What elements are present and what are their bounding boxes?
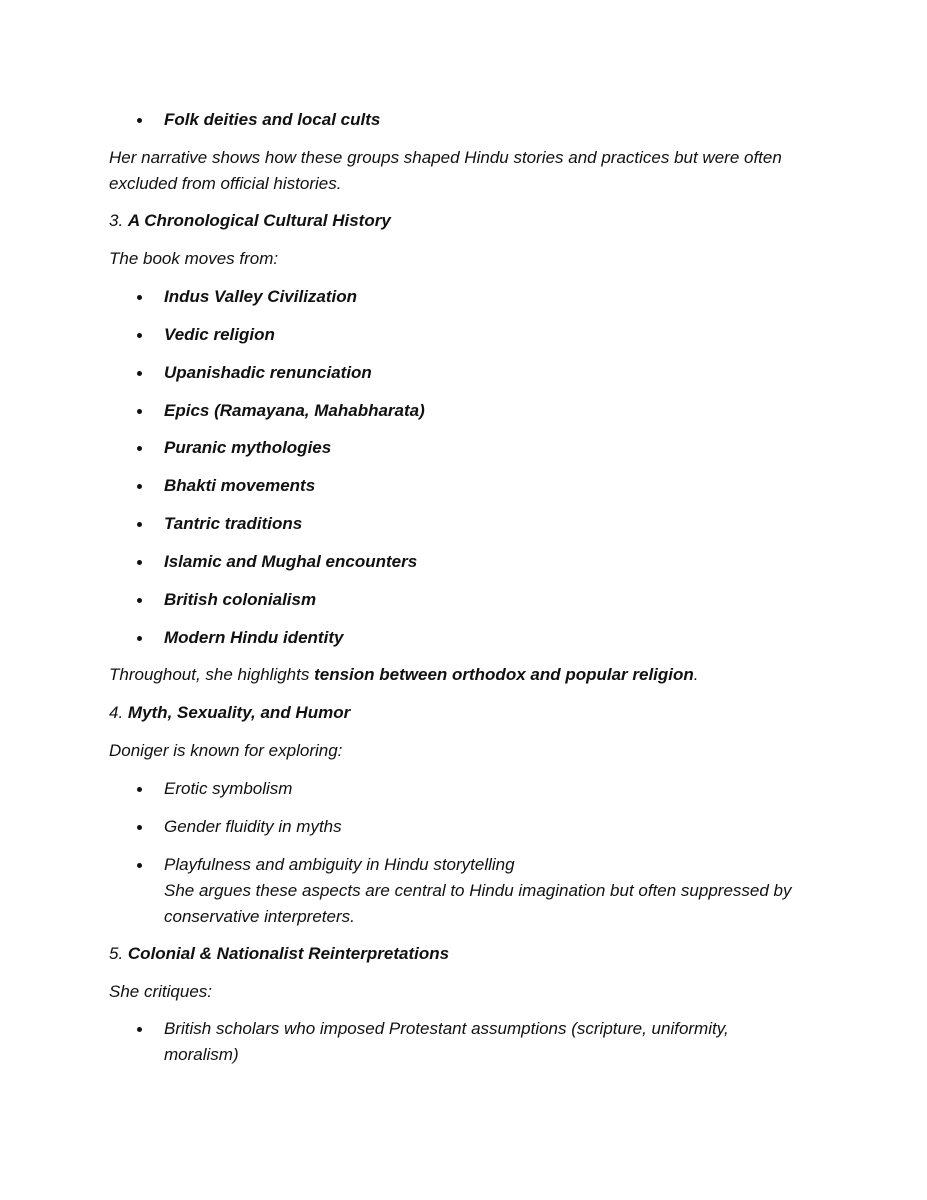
bullet-icon: [137, 295, 142, 300]
bullet-icon: [137, 522, 142, 527]
bullet-icon: [137, 636, 142, 641]
section-title: Myth, Sexuality, and Humor: [127, 703, 351, 722]
paragraph-text: .: [693, 665, 699, 684]
list-item: [164, 549, 829, 575]
paragraph-text: Throughout, she highlights: [109, 665, 315, 684]
section-number: 4.: [109, 703, 128, 722]
bullet-icon: [137, 371, 142, 376]
list-item: [164, 814, 829, 840]
list-item-text: Bhakti movements: [164, 476, 316, 495]
list-item-text: moralism): [164, 1045, 239, 1064]
bullet-icon: [137, 333, 142, 338]
bullet-icon: [137, 863, 142, 868]
paragraph-line: excluded from official histories.: [109, 174, 342, 193]
list-item: [164, 1016, 829, 1068]
list-item-text: Upanishadic renunciation: [164, 363, 372, 382]
list-item: [164, 107, 829, 133]
bullet-icon: [137, 825, 142, 830]
bullet-icon: [137, 1027, 142, 1032]
list-item-text: Islamic and Mughal encounters: [164, 552, 418, 571]
section-title: Colonial & Nationalist Reinterpretations: [127, 944, 450, 963]
paragraph-line: Her narrative shows how these groups shaped Hindu stories and practices but were often: [109, 148, 782, 167]
bullet-icon: [137, 118, 142, 123]
list-item: [164, 625, 829, 651]
list-item: [164, 360, 829, 386]
section-heading: [109, 208, 829, 234]
list-item: [164, 852, 829, 930]
list-item-text: Vedic religion: [164, 325, 275, 344]
list-item-text: Playfulness and ambiguity in Hindu storytelling: [164, 855, 515, 874]
section-intro: She critiques:: [109, 982, 212, 1001]
list-item-text: conservative interpreters.: [164, 907, 355, 926]
list-item-text: Folk deities and local cults: [164, 110, 381, 129]
section-intro: Doniger is known for exploring:: [109, 741, 343, 760]
list-item-text: Modern Hindu identity: [164, 628, 344, 647]
bullet-icon: [137, 484, 142, 489]
section-heading: [109, 700, 829, 726]
list-item-text: Epics (Ramayana, Mahabharata): [164, 401, 425, 420]
section-intro: The book moves from:: [109, 249, 279, 268]
section-heading: [109, 941, 829, 967]
list-item: [164, 511, 829, 537]
list-item: [164, 587, 829, 613]
section-number: 5.: [109, 944, 128, 963]
list-item: [164, 473, 829, 499]
paragraph: [109, 662, 829, 688]
list-item: [164, 284, 829, 310]
list-item: [164, 322, 829, 348]
list-item-text: Tantric traditions: [164, 514, 303, 533]
list-item-text: Erotic symbolism: [164, 779, 293, 798]
bullet-icon: [137, 409, 142, 414]
list-item: [164, 398, 829, 424]
bullet-icon: [137, 787, 142, 792]
list-item: [164, 776, 829, 802]
list-item-text: Puranic mythologies: [164, 438, 332, 457]
list-item-text: Indus Valley Civilization: [164, 287, 358, 306]
bullet-icon: [137, 560, 142, 565]
paragraph: [109, 145, 829, 197]
list-item-text: She argues these aspects are central to Hindu imagination but often suppressed by: [164, 881, 792, 900]
list-item-text: British scholars who imposed Protestant assumptions (scripture, uniformity,: [164, 1019, 729, 1038]
section-title: A Chronological Cultural History: [127, 211, 391, 230]
bullet-icon: [137, 598, 142, 603]
emphasis-text: tension between orthodox and popular religion: [314, 665, 694, 684]
section-number: 3.: [109, 211, 128, 230]
list-item: [164, 435, 829, 461]
list-item-text: Gender fluidity in myths: [164, 817, 342, 836]
list-item-text: British colonialism: [164, 590, 317, 609]
bullet-icon: [137, 446, 142, 451]
